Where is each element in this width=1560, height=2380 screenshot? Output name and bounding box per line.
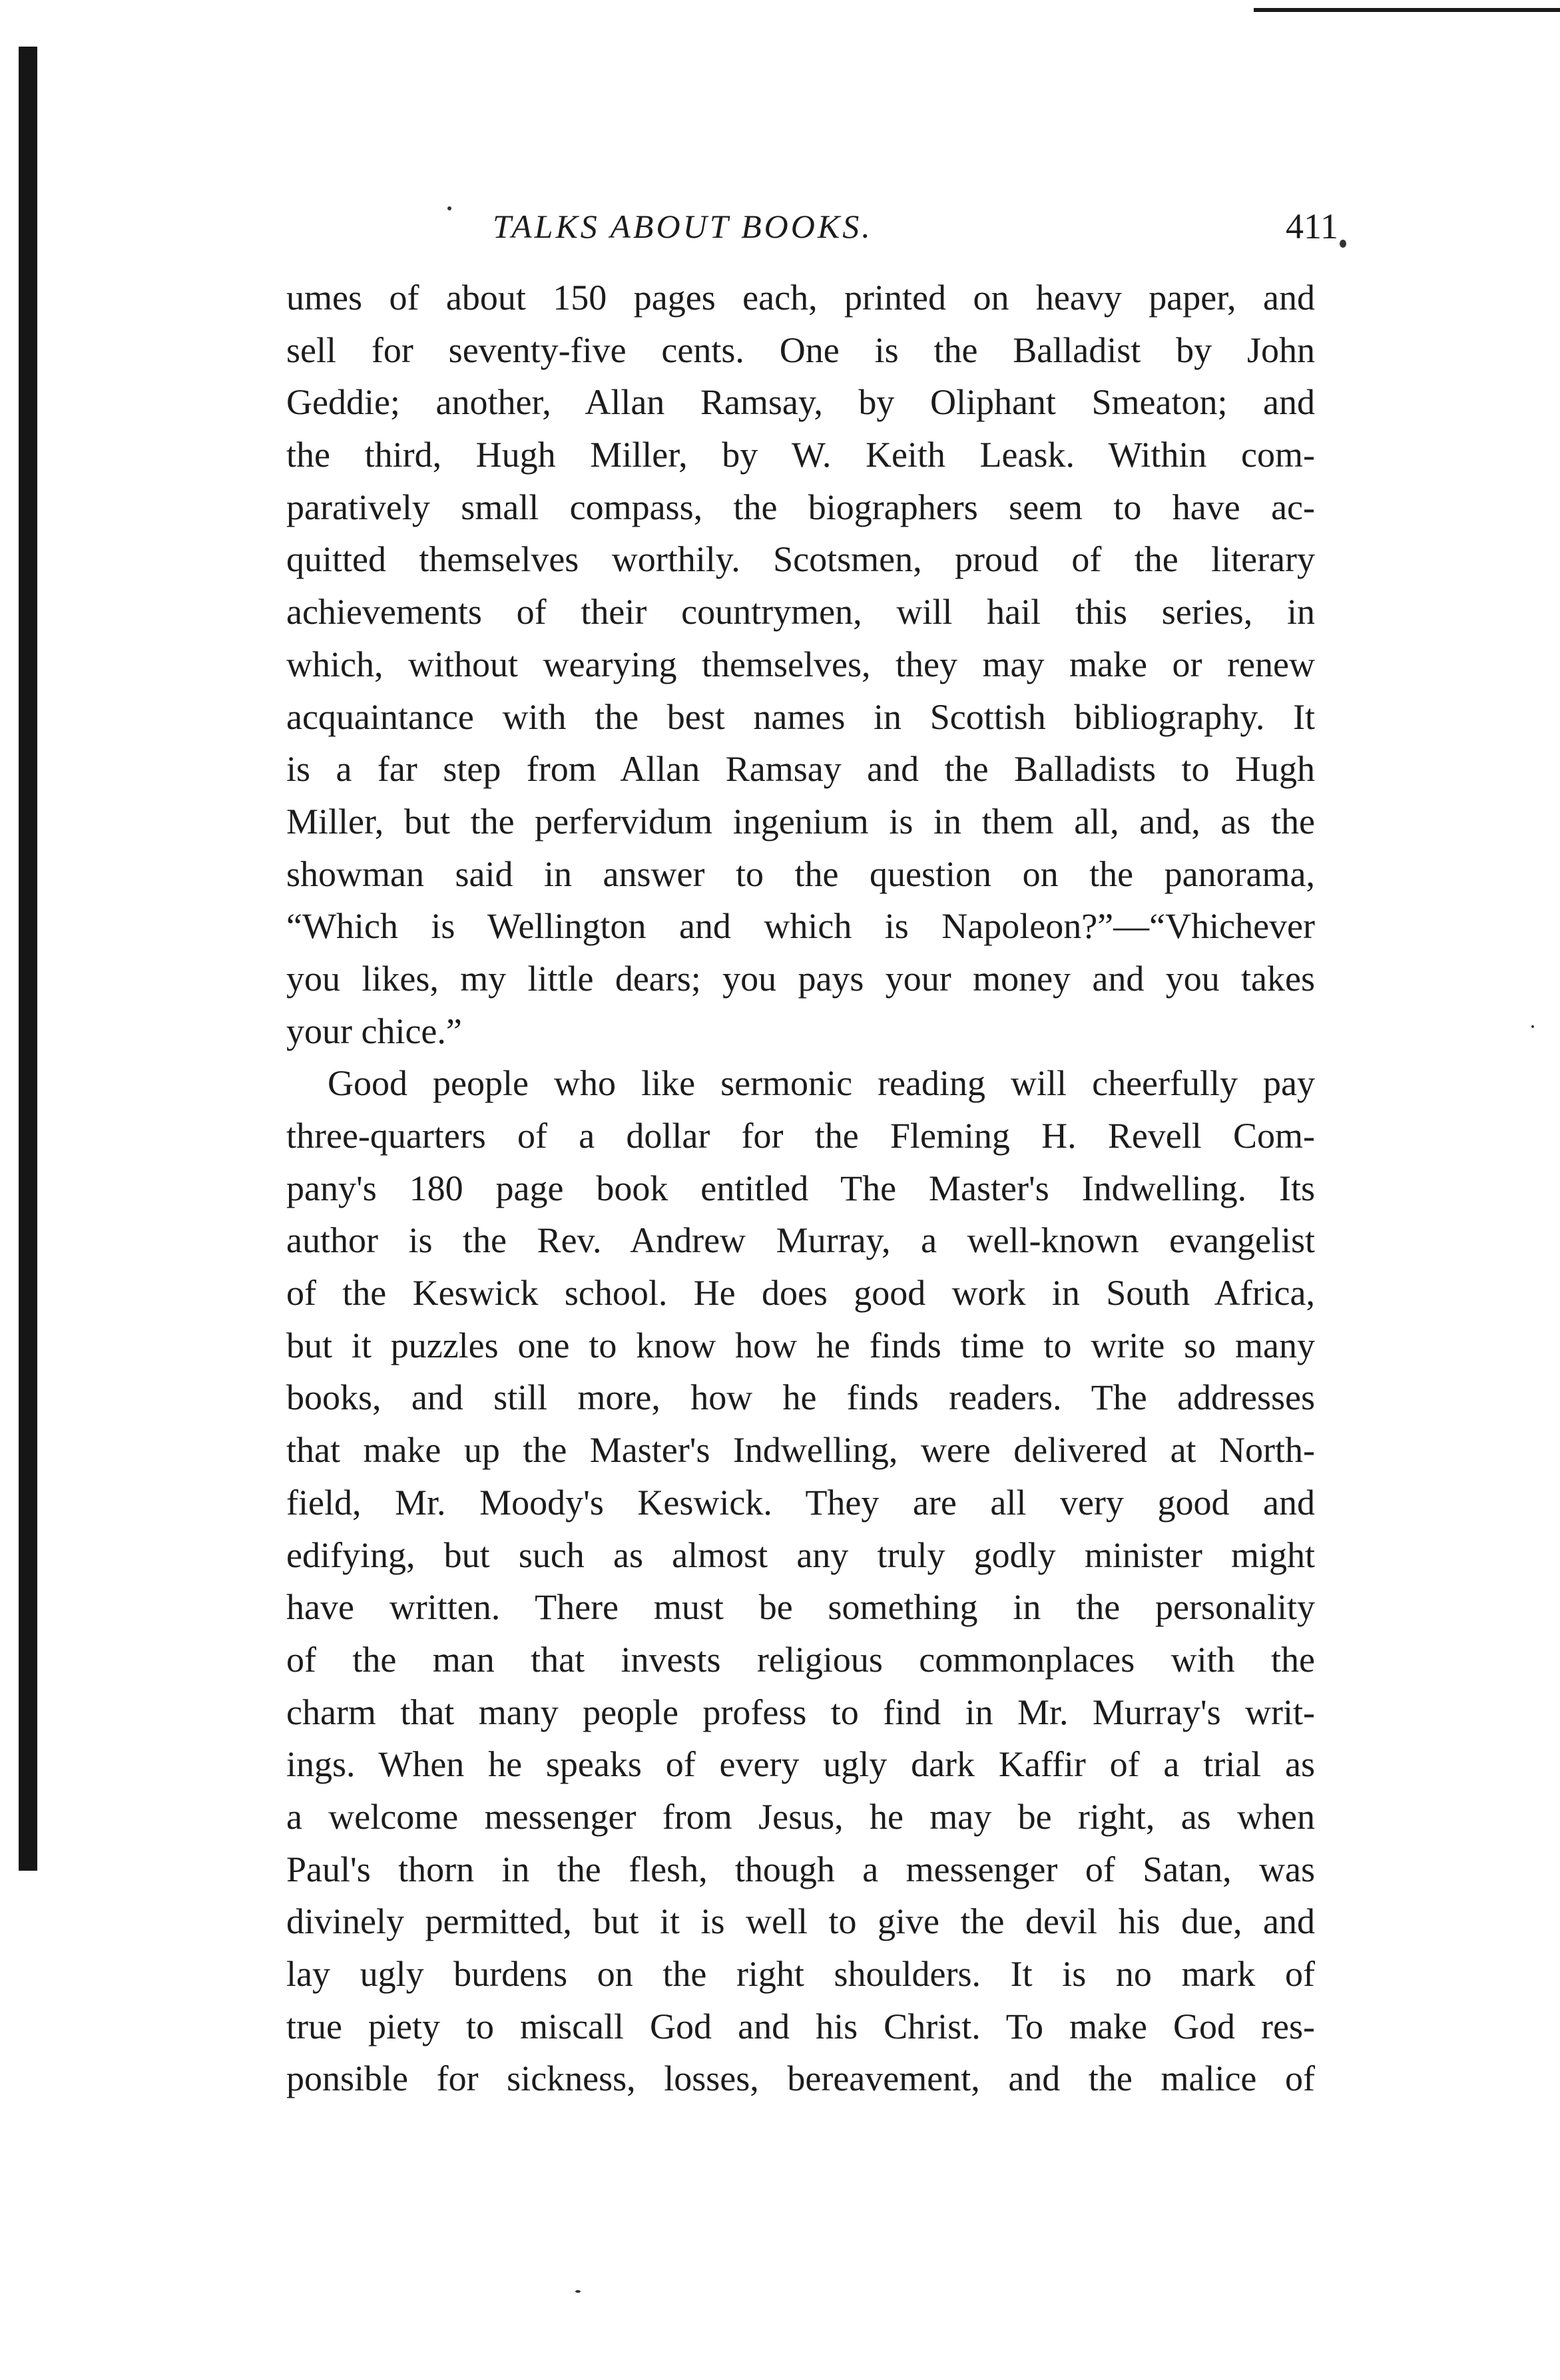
scan-speck [1531,1025,1534,1028]
text-line: Good people who like sermonic reading will cheerfully pay [328,1063,1315,1104]
text-line: “Which is Wellington and which is Napoleon?”—“Vhichever [286,906,1315,947]
text-line: ings. When he speaks of every ugly dark Kaffir of a trial as [286,1744,1315,1785]
text-line: edifying, but such as almost any truly godly minister might [286,1535,1315,1575]
text-line: your chice.” [286,1011,462,1051]
text-line: showman said in answer to the question on the panorama, [286,853,1315,894]
text-line: pany's 180 page book entitled The Master's Indwelling. Its [286,1168,1315,1208]
text-line: is a far step from Allan Ramsay and the Balladists to Hugh [286,749,1315,790]
text-line: the third, Hugh Miller, by W. Keith Leask. Within com- [286,435,1315,475]
page-header [286,200,1338,253]
text-line: ponsible for sickness, losses, bereavement, and the malice of [286,2058,1315,2099]
text-line: Miller, but the perfervidum ingenium is in them all, and, as the [286,801,1315,841]
text-line: true piety to miscall God and his Christ. To make God res- [286,2006,1315,2046]
paragraph-1 [286,272,1315,1057]
scan-top-rule [1254,8,1560,12]
text-line: which, without wearying themselves, they may make or renew [286,644,1315,684]
scan-speck [1340,240,1346,248]
text-line: lay ugly burdens on the right shoulders. It is no mark of [286,1954,1315,1994]
text-line: of the Keswick school. He does good work in South Africa, [286,1273,1315,1313]
body-text [286,272,1315,2105]
paragraph-2 [286,1057,1315,2105]
text-line: have written. There must be something in the personality [286,1587,1315,1628]
text-line: umes of about 150 pages each, printed on heavy paper, and [286,278,1315,318]
text-line: that make up the Master's Indwelling, were delivered at North- [286,1430,1315,1471]
text-line: field, Mr. Moody's Keswick. They are all very good and [286,1482,1315,1523]
text-line: but it puzzles one to know how he finds time to write so many [286,1325,1315,1365]
text-line: paratively small compass, the biographers seem to have ac- [286,487,1315,527]
running-title: TALKS ABOUT BOOKS. [493,208,873,245]
scan-speck [447,206,451,210]
scan-edge-shadow [19,47,37,1871]
text-line: author is the Rev. Andrew Murray, a well-known evangelist [286,1220,1315,1261]
text-line: quitted themselves worthily. Scotsmen, proud of the literary [286,539,1315,580]
text-line: charm that many people profess to find in Mr. Murray's writ- [286,1692,1315,1732]
text-line: sell for seventy-five cents. One is the Balladist by John [286,330,1315,370]
text-line: acquaintance with the best names in Scottish bibliography. It [286,696,1315,737]
text-line: you likes, my little dears; you pays your money and you takes [286,958,1315,999]
text-line: three-quarters of a dollar for the Fleming H. Revell Com- [286,1116,1315,1156]
text-line: books, and still more, how he finds readers. The addresses [286,1377,1315,1418]
page-number: 411 [1286,206,1338,246]
text-line: Paul's thorn in the flesh, though a messenger of Satan, was [286,1849,1315,1889]
text-line: divinely permitted, but it is well to give the devil his due, and [286,1901,1315,1942]
scan-speck [575,2290,581,2293]
text-line: a welcome messenger from Jesus, he may be right, as when [286,1796,1315,1837]
text-line: achievements of their countrymen, will hail this series, in [286,592,1315,632]
text-line: Geddie; another, Allan Ramsay, by Oliphant Smeaton; and [286,382,1315,423]
text-line: of the man that invests religious commonplaces with the [286,1639,1315,1680]
